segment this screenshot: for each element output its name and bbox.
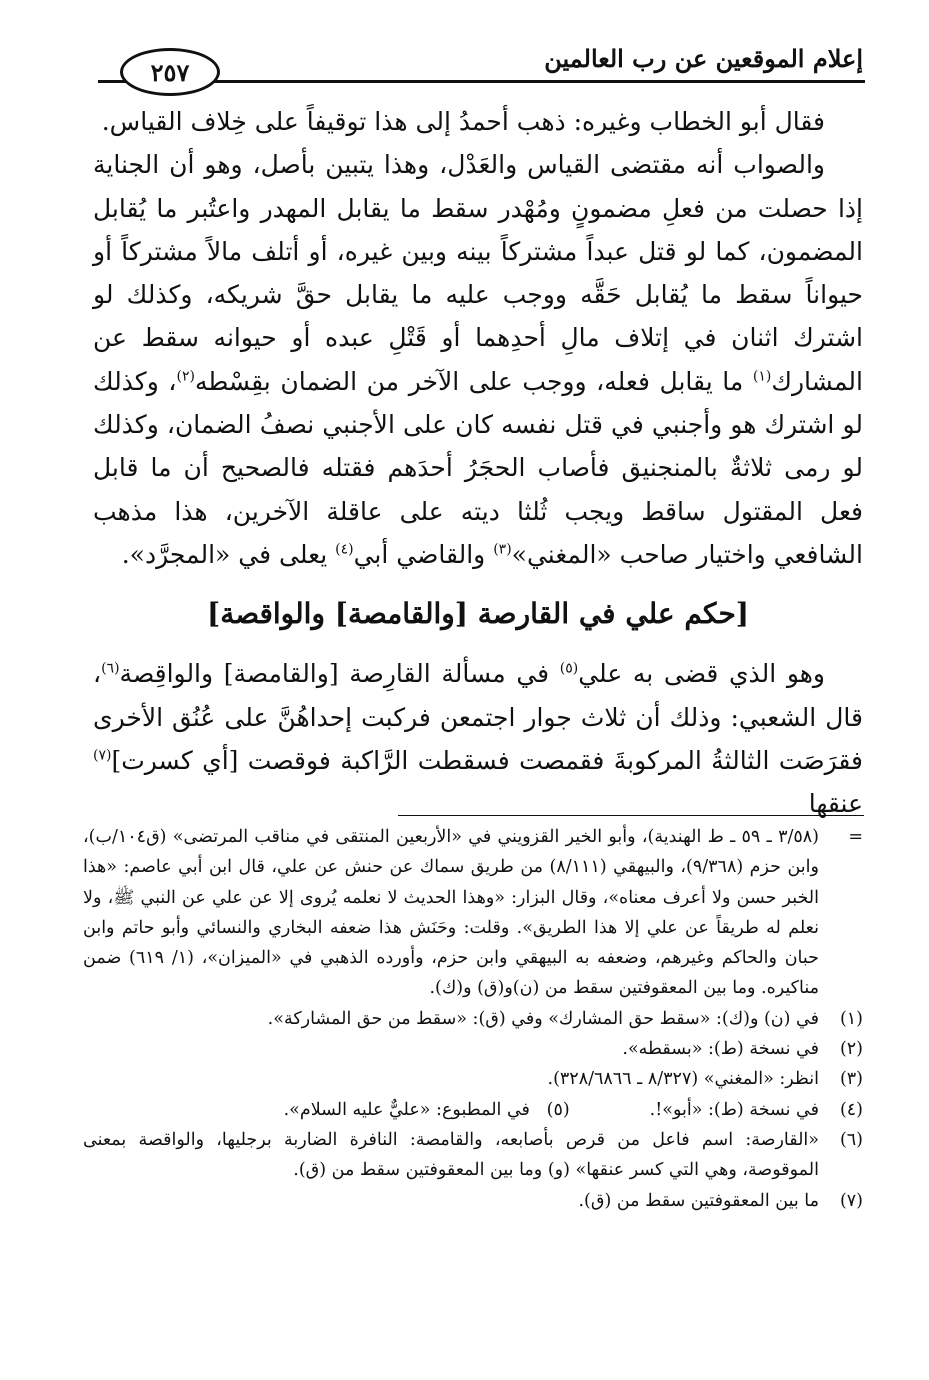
footnote-ref-2: (٢) [176, 368, 195, 385]
footnote-marker: (١) [839, 1008, 863, 1029]
footnote-4-text: في نسخة (ط): «أبو»!. [649, 1099, 819, 1120]
footnote-text: في (ن) و(ك): «سقط حق المشارك» وفي (ق): «سقط من حق المشاركة». [267, 1008, 819, 1029]
footnote-ref-1: (١) [752, 368, 772, 385]
footnote-marker: (٢) [839, 1039, 863, 1060]
paragraph-2 [93, 143, 863, 576]
running-title: إعلام الموقعين عن رب العالمين [544, 44, 863, 73]
footnote-text: في نسخة (ط): «بسقطه». [622, 1039, 819, 1060]
paragraph-3-part-d: عنقها [808, 789, 863, 819]
footnote-1 [83, 1004, 863, 1034]
footnote-marker: (٦) [839, 1129, 863, 1150]
paragraph-3-part-b: في مسألة القارِصة [والقامصة] والواقِصة [119, 659, 560, 689]
paragraph-2-part-d: والقاضي أبي [353, 539, 494, 569]
footnote-marker: = [848, 827, 863, 847]
paragraph-3 [93, 652, 863, 825]
footnote-marker: (٧) [839, 1190, 863, 1211]
page-number: ٢٥٧ [150, 57, 190, 87]
page-number-frame [120, 48, 220, 96]
footnote-5-text: في المطبوع: «عليٌّ عليه السلام». [283, 1099, 530, 1120]
footnote-text: (٣/٥٨ ـ ٥٩ ـ ط الهندية)، وأبو الخير القزويني في «الأربعين المنتقى في مناقب المرتضى» (ق١٠٤/ب)، وابن حزم (٩/٣٦٨)، والبيهقي (٨/١١١) من طريق سماك عن حنش عن علي، قال ابن أبي عاصم: «هذا الخبر حسن ولا أعرف معناه»، وقال البزار: «وهذا الحديث لا نعلمه يُروى إلا عن علي عن النبي ﷺ، ولا نعلم له طريقاً عن علي إلا هذا الطريق». وقلت: وحَنَش هذا ضعفه البخاري والنسائي وأبو حاتم وابن حبان والحاكم وغيرهم، وضعفه به البيهقي وابن حزم، وأورده الذهبي في «الميزان»، (١/ ٦١٩) ضمن مناكيره. وما بين المعقوفتين سقط من (ن)و(ق) و(ك). [83, 827, 819, 999]
section-heading: [حكم علي في القارصة [والقامصة] والواقصة] [206, 597, 750, 631]
paragraph-2-part-b: ما يقابل فعله، ووجب على الآخر من الضمان بقِسْطه [194, 366, 753, 396]
footnote-marker: (٤) [839, 1099, 863, 1120]
footnote-ref-6: (٦) [101, 660, 120, 677]
paragraph-2-part-a: والصواب أنه مقتضى القياس والعَدْل، وهذا يتبين بأصل، وهو أن الجناية إذا حصلت من فعلِ مضمونٍ ومُهْدر سقط ما يقابل المهدر واعتُبر ما يُقابل المضمون، كما لو قتل عبداً مشتركاً بينه وبين غيره، أو أتلف مالاً مشتركاً أو حيواناً سقط ما يُقابل حَقَّه ووجب عليه ما يقابل حقَّ شريكه، وكذلك لو اشترك اثنان في إتلاف مالِ أحدِهما أو قَتْلِ عبده أو حيوانه سقط عن المشارك [93, 150, 863, 396]
footnote-4-5 [83, 1095, 863, 1125]
footnote-ref-3: (٣) [493, 541, 512, 558]
paragraph-3-part-c: ، قال الشعبي: وذلك أن ثلاث جوار اجتمعن فركبت إحداهُنَّ على عُنُق الأخرى فقرَصَت الثالثةُ المركوبةَ فقمصت فسقطت الرَّاكبة فوقصت [أي كسرت] [93, 659, 863, 775]
footnote-marker: (٥) [546, 1099, 570, 1120]
paragraph-2-part-e: يعلى في «المجرَّد». [121, 539, 336, 569]
footnote-text: «القارصة: اسم فاعل من قرص بأصابعه، والقامصة: النافرة الضاربة برجليها، والواقصة بمعنى الموقوصة، وهي التي كسر عنقها» (و) وما بين المعقوفتين سقط من (ق). [83, 1129, 819, 1181]
footnote-separator [398, 815, 864, 816]
footnote-6 [83, 1125, 863, 1186]
paragraph-3-part-a: وهو الذي قضى به علي [578, 659, 826, 689]
footnote-ref-7: (٧) [93, 747, 112, 764]
footnote-text: ما بين المعقوفتين سقط من (ق). [578, 1190, 819, 1211]
footnote-marker: (٣) [839, 1069, 863, 1090]
footnotes [83, 822, 863, 1216]
main-text [93, 100, 863, 825]
footnote-ref-4: (٤) [335, 541, 354, 558]
footnote-continuation [83, 822, 863, 1004]
footnote-5 [284, 1095, 570, 1125]
paragraph-1: فقال أبو الخطاب وغيره: ذهب أحمدُ إلى هذا توقيفاً على خِلاف القياس. [101, 107, 825, 136]
footnote-2 [83, 1034, 863, 1064]
footnote-text: انظر: «المغني» (٨/٣٢٧ ـ ٣٢٨/٦٨٦٦). [547, 1069, 819, 1090]
footnote-ref-5: (٥) [559, 660, 579, 677]
footnote-7 [83, 1186, 863, 1216]
paragraph-2-part-c: ، وكذلك لو اشترك هو وأجنبي في قتل نفسه كان على الأجنبي نصفُ الضمان، وكذلك لو رمى ثلاثةٌ بالمنجنيق فأصاب الحجَرُ أحدَهم فقتله فالصحيح أن ما قابل فعل المقتول ساقط ويجب ثُلثا ديته على عاقلة الآخرين، هذا مذهب الشافعي واختيار صاحب «المغني» [93, 366, 863, 569]
footnote-3 [83, 1064, 863, 1094]
